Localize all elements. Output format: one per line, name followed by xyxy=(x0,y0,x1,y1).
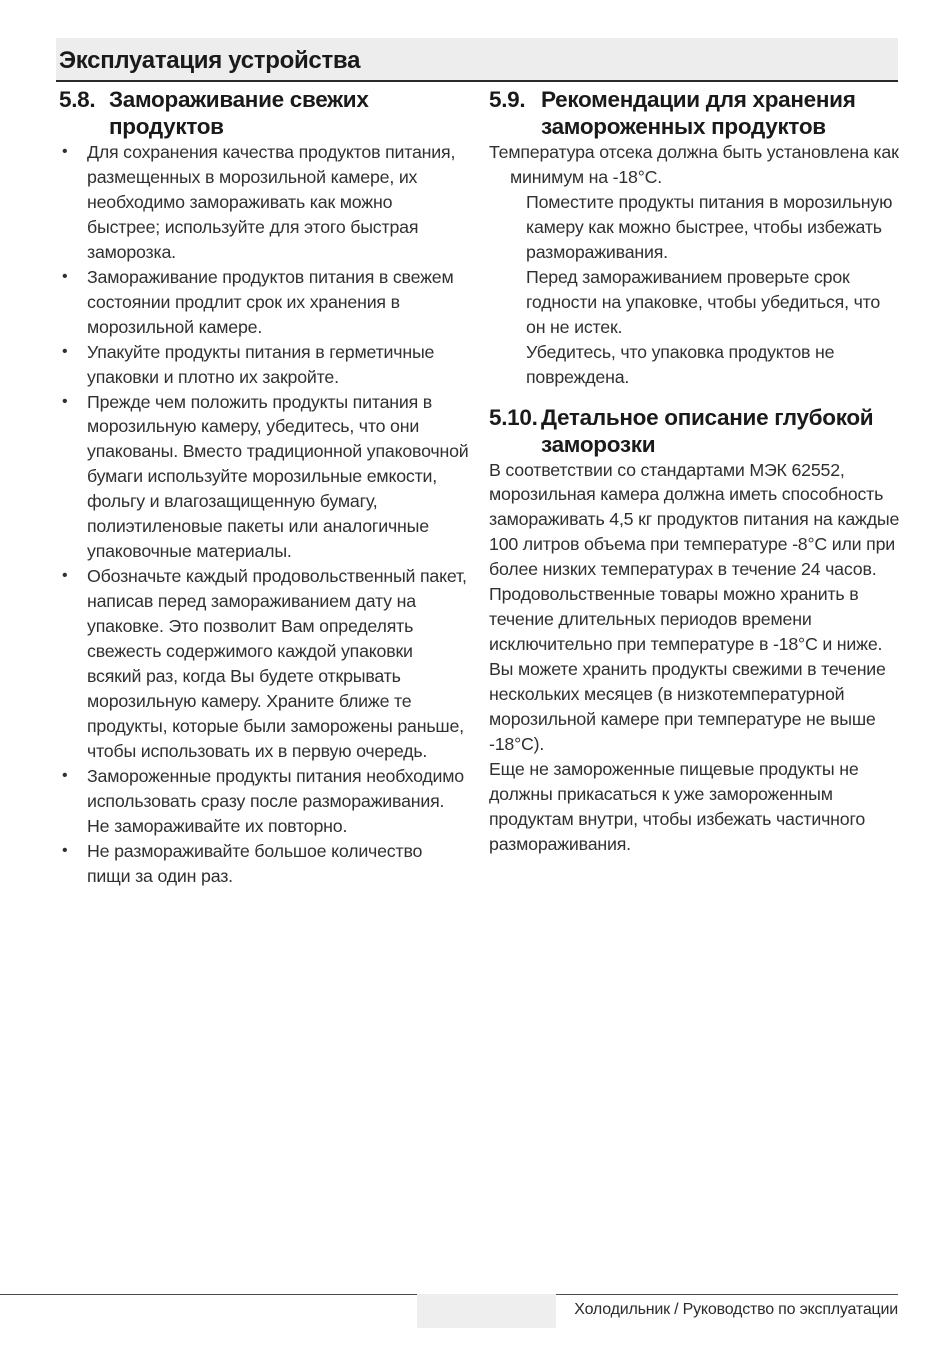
bullet-icon: • xyxy=(62,841,68,859)
bullet-icon: • xyxy=(62,567,68,585)
page-number-box xyxy=(417,1294,556,1328)
list-item-text: Обозначьте каждый продовольственный пакет, написав перед замораживанием дату на упаковке. Это позволит Вам определять свежесть содержимого каждой упаковки всякий раз, когда Вы будете открывать морозильную камеру. Храните ближе те продукты, которые были заморожены раньше, чтобы использовать их в первую очередь. xyxy=(87,566,467,761)
deep-freeze-note: Еще не замороженные пищевые продукты не должны прикасаться к уже замороженным продуктам внутри, чтобы избежать частичного размораживания. xyxy=(489,758,866,854)
list-item xyxy=(59,340,469,390)
section-heading-5-10 xyxy=(489,404,904,458)
list-item-text: Для сохранения качества продуктов питания, размещенных в морозильной камере, их необходимо замораживать как можно быстрее; используйте для этого быстрая заморозка. xyxy=(87,142,456,262)
list-item xyxy=(59,764,469,839)
list-item xyxy=(59,390,469,565)
right-column xyxy=(489,86,904,857)
bullet-list xyxy=(59,140,469,889)
list-item-text: Замораживание продуктов питания в свежем состоянии продлит срок их хранения в морозильной камере. xyxy=(87,266,454,337)
list-item-text: Прежде чем положить продукты питания в морозильную камеру, убедитесь, что они упакованы. Вместо традиционной упаковочной бумаги используйте морозильные емкости, фольгу и влагозащищенную бумагу, полиэтиленовые пакеты или аналогичные упаковочные материалы. xyxy=(87,391,469,562)
storage-steps xyxy=(489,190,904,390)
section-heading-5-8 xyxy=(59,86,469,140)
list-item xyxy=(59,564,469,764)
footer-caption: Холодильник / Руководство по эксплуатации xyxy=(574,1301,898,1318)
section-number: 5.9. xyxy=(489,87,526,112)
list-item xyxy=(59,265,469,340)
section-heading-5-9 xyxy=(489,86,904,140)
list-item-text: Не размораживайте большое количество пищи за один раз. xyxy=(87,840,423,886)
section-number: 5.8. xyxy=(59,87,96,112)
deep-freeze-paragraph: В соответствии со стандартами МЭК 62552, морозильная камера должна иметь способность замораживать 4,5 кг продуктов питания на каждые 100 литров объема при температуре -8°C или при более низких температурах в течение 24 часов. Продовольственные товары можно хранить в течение длительных периодов времени исключительно при температуре в -18°C и ниже. Вы можете хранить продукты свежими в течение нескольких месяцев (в низкотемпературной морозильной камере при температуре не выше -18°C). xyxy=(489,459,900,755)
list-item-text: Упакуйте продукты питания в герметичные упаковки и плотно их закройте. xyxy=(87,341,435,387)
step-item: Перед замораживанием проверьте срок годности на упаковке, чтобы убедиться, что он не истек. xyxy=(526,266,881,337)
list-item xyxy=(59,839,469,889)
list-item xyxy=(59,140,469,265)
bullet-icon: • xyxy=(62,766,68,784)
list-item-text: Замороженные продукты питания необходимо использовать сразу после размораживания. Не замораживайте их повторно. xyxy=(87,765,464,836)
step-item: Убедитесь, что упаковка продуктов не повреждена. xyxy=(526,341,835,387)
left-column xyxy=(59,86,469,889)
section-title: Замораживание свежих продуктов xyxy=(109,87,369,139)
bullet-icon: • xyxy=(62,267,68,285)
temperature-intro: Температура отсека должна быть установлена как минимум на -18°C. xyxy=(489,142,899,187)
section-number: 5.10. xyxy=(489,404,538,430)
bullet-icon: • xyxy=(62,143,68,160)
section-title: Детальное описание глубокой заморозки xyxy=(541,404,874,457)
chapter-title: Эксплуатация устройства xyxy=(59,47,361,74)
bullet-icon: • xyxy=(62,342,68,360)
chapter-header-bar xyxy=(56,38,898,82)
section-title: Рекомендации для хранения замороженных продуктов xyxy=(541,87,856,139)
bullet-icon: • xyxy=(62,392,68,410)
step-item: Поместите продукты питания в морозильную камеру как можно быстрее, чтобы избежать размораживания. xyxy=(526,191,893,262)
